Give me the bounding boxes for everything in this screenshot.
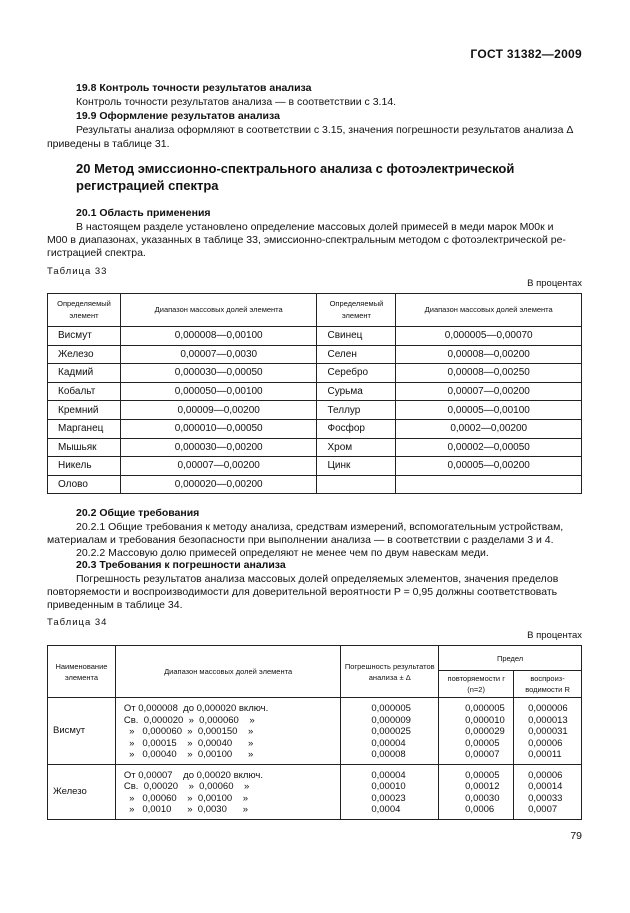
table-row — [48, 382, 582, 401]
t34-repeatability-line: 0,00012 — [465, 781, 500, 792]
section-20-3-line-1: Погрешность результатов анализа массовых долей определяемых элементов, значения пределов — [76, 573, 559, 585]
section-20-title-2: регистрацией спектра — [76, 178, 219, 193]
t34-error-line: 0,000005 — [371, 703, 411, 714]
table-row — [48, 401, 582, 420]
t34-range-line: » 0,0010 » 0,0030 » — [123, 804, 248, 815]
t34-repeatability — [439, 764, 514, 819]
t33-range: 0,000008—0,00100 — [120, 327, 317, 346]
section-20-3-line-3: приведенным в таблице 34. — [47, 599, 183, 611]
page-number: 79 — [570, 830, 582, 842]
t34-error — [341, 764, 439, 819]
t34-reproducibility-line: 0,00006 — [528, 737, 563, 749]
table-33 — [47, 293, 582, 494]
section-20-3-title: 20.3 Требования к погрешности анализа — [76, 559, 286, 571]
t34-error-line: 0,00023 — [371, 792, 406, 804]
section-20-2-title: 20.2 Общие требования — [76, 507, 200, 519]
t34-reproducibility-line: 0,00006 — [528, 769, 563, 781]
t33-element: Цинк — [317, 457, 396, 476]
t33-range: 0,00005—0,00200 — [396, 457, 582, 476]
t33-element: Серебро — [317, 364, 396, 383]
t34-reproducibility — [514, 698, 582, 765]
table-row — [48, 457, 582, 476]
section-20-1-line-1: В настоящем разделе установлено определение массовых долей примесей в меди марок М00к и — [76, 221, 554, 233]
section-19-8-text: Контроль точности результатов анализа — в соответствии с 3.14. — [76, 96, 397, 108]
t33-element: Кобальт — [48, 382, 121, 401]
section-20-2-2: 20.2.2 Массовую долю примесей определяют не менее чем по двум навескам меди. — [76, 547, 489, 559]
t33-range: 0,00009—0,00200 — [120, 401, 317, 420]
t34-repeatability-line: 0,00005 — [465, 737, 500, 749]
t33-element: Железо — [48, 345, 121, 364]
t33-range: 0,000005—0,00070 — [396, 327, 582, 346]
t33-range: 0,00007—0,0030 — [120, 345, 317, 364]
t34-range — [115, 698, 340, 765]
t34-range-line: Св. 0,000020 » 0,000060 » — [123, 714, 255, 726]
t34-reproducibility-line: 0,000031 — [528, 726, 568, 737]
t34-error-line: 0,000009 — [371, 714, 411, 726]
table-row — [48, 438, 582, 457]
table-row — [48, 419, 582, 438]
t34-error-line: 0,0004 — [371, 804, 401, 815]
t34-repeatability-line: 0,0006 — [465, 804, 495, 815]
t34-error-line: 0,000025 — [371, 726, 411, 737]
t33-range — [396, 475, 582, 494]
t33-element — [317, 475, 396, 494]
table-34 — [47, 645, 582, 820]
t33-range: 0,000030—0,00050 — [120, 364, 317, 383]
t33-element: Марганец — [48, 419, 121, 438]
t34-header-limit: Предел — [439, 646, 582, 671]
t33-header-range-right: Диапазон массовых долей элемента — [396, 294, 582, 327]
t34-error-line: 0,00008 — [371, 749, 406, 760]
t34-error-line: 0,00004 — [371, 769, 406, 781]
t34-reproducibility-line: 0,000006 — [528, 703, 568, 714]
section-20-1-line-2: М00 в диапазонах, указанных в таблице 33, эмиссионно-спектральным методом с фотоэлектрической ре- — [47, 234, 566, 246]
t34-header-reproducibility: воспроиз-водимости R — [514, 671, 582, 698]
t34-reproducibility-line: 0,00011 — [528, 749, 562, 760]
table-33-caption: Таблица 33 — [47, 266, 108, 277]
section-19-9-text-1: Результаты анализа оформляют в соответствии с 3.15, значения погрешности результатов анализа Δ — [76, 124, 574, 136]
t33-element: Теллур — [317, 401, 396, 420]
t33-range: 0,00008—0,00250 — [396, 364, 582, 383]
t33-range: 0,00005—0,00100 — [396, 401, 582, 420]
table-row — [48, 345, 582, 364]
t33-range: 0,00007—0,00200 — [396, 382, 582, 401]
table-row — [48, 475, 582, 494]
table-row — [48, 364, 582, 383]
t34-range-line: » 0,000060 » 0,000150 » — [123, 726, 254, 737]
t33-element: Кремний — [48, 401, 121, 420]
t34-range — [115, 764, 340, 819]
t34-range-line: От 0,00007 до 0,00020 включ. — [123, 769, 263, 781]
standard-number: ГОСТ 31382—2009 — [470, 47, 582, 61]
section-20-2-1-line-1: 20.2.1 Общие требования к методу анализа, средствам измерений, вспомогательным устройствам, — [76, 521, 564, 533]
t33-element: Никель — [48, 457, 121, 476]
table-row — [48, 698, 582, 765]
table-34-unit: В процентах — [527, 630, 582, 641]
t34-element-name: Железо — [48, 764, 116, 819]
t34-header-name: Наименование элемента — [48, 646, 116, 698]
t33-element: Мышьяк — [48, 438, 121, 457]
t34-header-repeatability: повторяемости r (n=2) — [439, 671, 514, 698]
section-20-1-line-3: гистрацией спектра. — [47, 247, 146, 259]
t34-repeatability-line: 0,00007 — [465, 749, 500, 760]
section-19-9-title: 19.9 Оформление результатов анализа — [76, 110, 280, 122]
t34-error-line: 0,00004 — [371, 737, 406, 749]
t33-header-element-left: Определяемый элемент — [48, 294, 121, 327]
t34-repeatability-line: 0,000029 — [465, 726, 505, 737]
table-33-unit: В процентах — [527, 278, 582, 289]
t34-reproducibility-line: 0,000013 — [528, 714, 568, 726]
section-20-2-1-line-2: материалам и требования безопасности при выполнении анализа — в соответствии с разделами 3 и 4. — [47, 534, 554, 546]
t34-element-name: Висмут — [48, 698, 116, 765]
t33-element: Фосфор — [317, 419, 396, 438]
t33-element: Хром — [317, 438, 396, 457]
table-34-caption: Таблица 34 — [47, 617, 108, 628]
table-row — [48, 327, 582, 346]
t33-range: 0,00008—0,00200 — [396, 345, 582, 364]
t34-range-line: Св. 0,00020 » 0,00060 » — [123, 781, 250, 792]
t34-reproducibility — [514, 764, 582, 819]
t34-reproducibility-line: 0,0007 — [528, 804, 558, 815]
t34-range-line: » 0,00040 » 0,00100 » — [123, 749, 254, 760]
t33-header-element-right: Определяемый элемент — [317, 294, 396, 327]
t33-element: Кадмий — [48, 364, 121, 383]
t33-element: Висмут — [48, 327, 121, 346]
t33-element: Селен — [317, 345, 396, 364]
t33-element: Сурьма — [317, 382, 396, 401]
t34-range-line: От 0,000008 до 0,000020 включ. — [123, 703, 269, 714]
t34-repeatability-line: 0,000010 — [465, 714, 505, 726]
t34-error — [341, 698, 439, 765]
t34-repeatability-line: 0,00005 — [465, 769, 500, 781]
t33-element: Свинец — [317, 327, 396, 346]
t33-range: 0,0002—0,00200 — [396, 419, 582, 438]
t33-range: 0,000020—0,00200 — [120, 475, 317, 494]
t33-range: 0,000050—0,00100 — [120, 382, 317, 401]
t33-range: 0,000030—0,00200 — [120, 438, 317, 457]
t33-range: 0,000010—0,00050 — [120, 419, 317, 438]
t34-repeatability-line: 0,000005 — [465, 703, 505, 714]
t33-header-range-left: Диапазон массовых долей элемента — [120, 294, 317, 327]
section-19-9-text-2: приведены в таблице 31. — [47, 138, 170, 150]
t34-repeatability — [439, 698, 514, 765]
t34-range-line: » 0,00060 » 0,00100 » — [123, 792, 248, 804]
t34-repeatability-line: 0,00030 — [465, 792, 500, 804]
section-20-1-title: 20.1 Область применения — [76, 207, 211, 219]
t34-error-line: 0,00010 — [371, 781, 406, 792]
t34-reproducibility-line: 0,00014 — [528, 781, 563, 792]
t33-element: Олово — [48, 475, 121, 494]
t33-range: 0,00002—0,00050 — [396, 438, 582, 457]
section-19-8-title: 19.8 Контроль точности результатов анализа — [76, 82, 312, 94]
t33-range: 0,00007—0,00200 — [120, 457, 317, 476]
t34-range-line: » 0,00015 » 0,00040 » — [123, 737, 254, 749]
t34-reproducibility-line: 0,00033 — [528, 792, 563, 804]
table-row — [48, 764, 582, 819]
section-20-3-line-2: повторяемости и воспроизводимости для доверительной вероятности P = 0,95 должны соответствовать — [47, 586, 558, 598]
t34-header-error: Погрешность результатов анализа ± Δ — [341, 646, 439, 698]
section-20-title-1: 20 Метод эмиссионно-спектрального анализа с фотоэлектрической — [76, 161, 515, 176]
t34-header-range: Диапазон массовых долей элемента — [115, 646, 340, 698]
